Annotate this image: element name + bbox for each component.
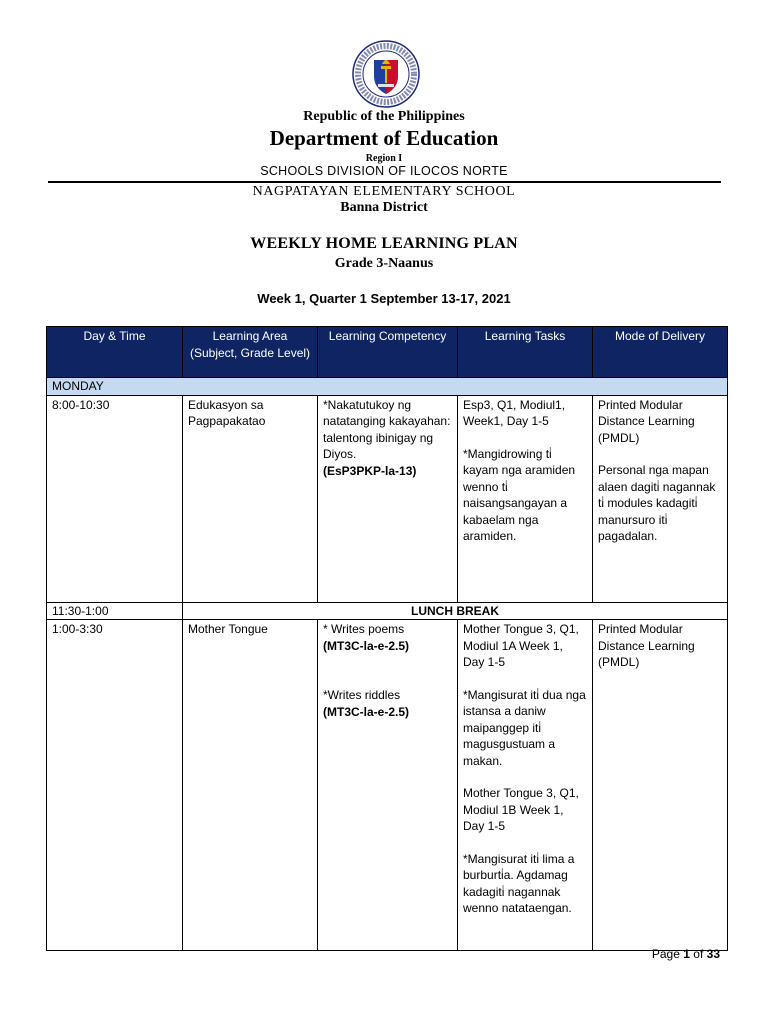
grade-label: Grade 3-Naanus: [334, 256, 434, 271]
region-label: Region I: [365, 153, 403, 164]
mode-cell: [593, 620, 728, 951]
division-label: SCHOOLS DIVISION OF ILOCOS NORTE: [260, 164, 508, 178]
competency-code: (MT3C-la-e-2.5): [323, 704, 410, 719]
column-header: Learning Tasks: [458, 327, 593, 378]
task-text: *Mangisurat iti̇ dua nga istansa a daniw maipanggep iti̇ magusgustuam a makan.: [463, 687, 586, 768]
table-row: [47, 620, 728, 951]
table-row: [47, 395, 728, 602]
competency-cell: [318, 620, 458, 951]
department-heading: Department of Education: [269, 126, 499, 150]
competency-cell: [318, 395, 458, 602]
page-of: of: [693, 947, 704, 961]
competency-code-wrap: [323, 463, 452, 480]
task-text: *Mangisurat iti̇ lima a burburti̇a. Agdamag kadagiti̇ nagannak wenno natataengan.: [463, 851, 575, 915]
lunch-break-label: LUNCH BREAK: [183, 602, 728, 620]
mode-note: Personal nga mapan alaen dagiti̇ nagannak ti̇ modules kadagiti̇ manursuro iti̇ pagadalan.: [598, 463, 716, 543]
competency-text: * Writes poems: [323, 622, 405, 636]
mode-text: Printed Modular Distance Learning (PMDL): [598, 397, 695, 445]
page-current: 1: [683, 947, 690, 961]
column-header: Mode of Delivery: [593, 327, 728, 378]
learning-area-cell: Mother Tongue: [183, 620, 318, 951]
header-divider: [48, 181, 721, 183]
lunch-break-row: [47, 602, 728, 620]
time-cell: 8:00-10:30: [47, 395, 183, 602]
learning-plan-table: [46, 326, 728, 951]
task-text: *Mangidrowing ti̇ kayam nga aramiden wenno ti̇ naisangsangayan a kabaelam nga aramiden.: [463, 446, 576, 543]
mode-cell: [593, 395, 728, 602]
week-label: Week 1, Quarter 1 September 13-17, 2021: [257, 291, 511, 306]
column-header: Learning Area (Subject, Grade Level): [183, 327, 318, 378]
tasks-cell: [458, 620, 593, 951]
task-reference: Mother Tongue 3, Q1, Modiul 1B Week 1, Day 1-5: [463, 786, 579, 833]
competency-code-wrap: [323, 704, 452, 721]
day-label: MONDAY: [47, 378, 728, 396]
competency-code: (MT3C-la-e-2.5): [323, 638, 410, 653]
mode-text: Printed Modular Distance Learning (PMDL): [598, 622, 695, 669]
learning-area-cell: Edukasyon sa Pagpapakatao: [183, 395, 318, 602]
school-name: NAGPATAYAN ELEMENTARY SCHOOL: [252, 184, 516, 199]
table-header-row: [47, 327, 728, 378]
competency-code-wrap: [323, 638, 452, 655]
column-header: Day & Time: [47, 327, 183, 378]
plan-title: WEEKLY HOME LEARNING PLAN: [250, 235, 518, 252]
competency-text: *Writes riddles: [323, 688, 401, 702]
competency-text: *Nakatutukoy ng natatanging kakayahan: talentong ibinigay ng Diyos.: [323, 397, 451, 461]
task-reference: Mother Tongue 3, Q1, Modiul 1A Week 1, Day 1-5: [463, 622, 579, 669]
day-row: [47, 378, 728, 396]
page-label: Page: [651, 947, 680, 961]
deped-seal-logo: [352, 40, 420, 108]
tasks-cell: [458, 395, 593, 602]
page-total: 33: [706, 947, 720, 961]
page-number: [652, 947, 720, 961]
task-reference: Esp3, Q1, Modiul1, Week1, Day 1-5: [463, 397, 566, 428]
district-name: Banna District: [340, 200, 428, 215]
republic-heading: Republic of the Philippines: [303, 109, 465, 124]
competency-code: (EsP3PKP-la-13): [323, 463, 417, 478]
time-cell: 11:30-1:00: [47, 602, 183, 620]
time-cell: 1:00-3:30: [47, 620, 183, 951]
column-header: Learning Competency: [318, 327, 458, 378]
